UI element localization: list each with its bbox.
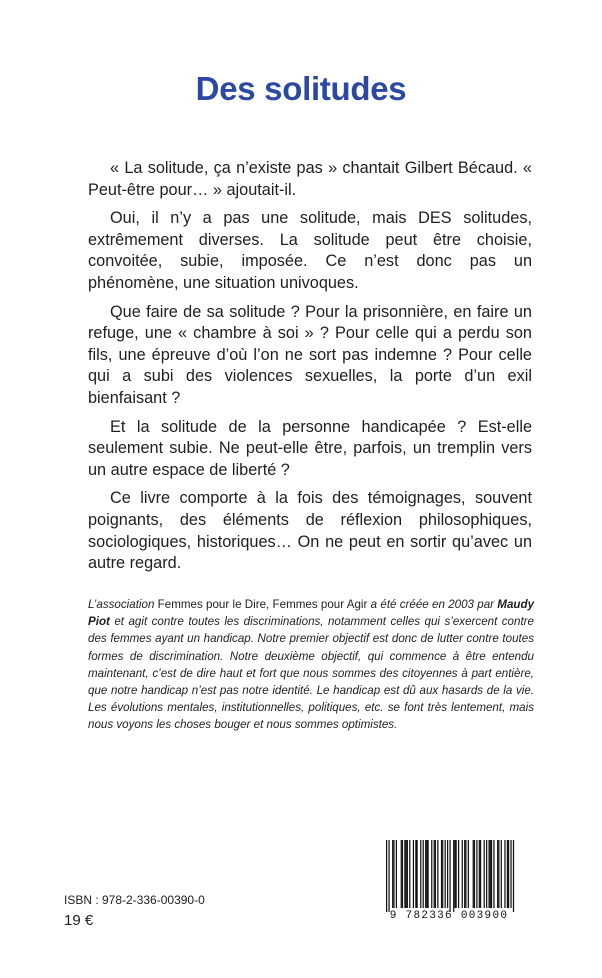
barcode-bar xyxy=(427,840,428,908)
barcode-bar xyxy=(501,840,502,908)
barcode-bar xyxy=(425,840,426,908)
barcode-bar xyxy=(454,840,455,908)
blurb-paragraph: Que faire de sa solitude ? Pour la prisonnière, en faire un refuge, une « chambre à soi » ? Pour celle qui a perdu son fils, une épreuve d’où l’on ne sort pas indemne ? Pour celle qui a subi des violences sexuelles, la porte d’un exil bienfaisant ? xyxy=(88,302,532,407)
barcode-bar xyxy=(402,840,403,908)
barcode-number: 9 782336 003900 xyxy=(389,910,509,922)
barcode-bar xyxy=(474,840,475,908)
barcode-bar xyxy=(435,840,436,908)
book-title: Des solitudes xyxy=(195,70,407,107)
barcode-bar xyxy=(508,840,509,908)
barcode-bar xyxy=(476,840,477,908)
barcode-bar xyxy=(431,840,432,908)
barcode-bar xyxy=(465,840,466,908)
barcode-bar xyxy=(407,840,408,908)
barcode-bar xyxy=(404,840,405,908)
barcode-bar xyxy=(488,840,489,908)
barcode-bar xyxy=(491,840,492,908)
barcode-bar xyxy=(417,840,418,908)
barcode-bar xyxy=(393,840,394,908)
back-cover-blurb xyxy=(88,158,532,575)
price-label: 19 € xyxy=(64,912,94,929)
barcode-bar xyxy=(493,840,494,908)
blurb-paragraph: « La solitude, ça n’existe pas » chantait Gilbert Bécaud. « Peut-être pour… » ajoutait-il. xyxy=(88,159,532,199)
barcode-bar xyxy=(441,840,442,908)
barcode-bar xyxy=(490,840,491,908)
barcode-bar xyxy=(480,840,481,908)
barcode-bar xyxy=(388,840,389,912)
association-note xyxy=(88,596,534,734)
barcode-bar xyxy=(504,840,505,908)
barcode-bar xyxy=(420,840,421,908)
isbn-label: ISBN : 978-2-336-00390-0 xyxy=(64,893,205,907)
barcode-bar xyxy=(401,840,402,908)
barcode-bar xyxy=(497,840,498,908)
barcode-bar xyxy=(447,840,448,908)
association-founder: Maudy Piot xyxy=(88,598,535,629)
barcode-bar xyxy=(456,840,457,908)
barcode-bar xyxy=(510,840,511,908)
barcode-bars xyxy=(376,838,522,912)
barcode-bar xyxy=(484,840,485,908)
barcode-bar xyxy=(498,840,499,908)
barcode-bar xyxy=(486,840,487,908)
barcode xyxy=(376,838,522,926)
association-description: et agit contre toutes les discriminations, notamment celles qui s’exercent contre des femmes ayant un handicap. Notre premier objectif est donc de lutter contre toutes formes de discrimination. Notre deuxième objectif, qui commence à être entendu maintenant, c’est de dire haut et fort que nous sommes des citoyennes à part entière, que notre handicap n’est pas notre identité. Le handicap est dû aux hasards de la vie. Les évolutions mentales, institutionnelles, politiques, etc. se font très lentement, mais nous voyons les choses bouger et nous sommes optimistes. xyxy=(88,615,534,732)
barcode-bar xyxy=(413,840,414,908)
barcode-bar xyxy=(442,840,443,908)
association-name: Femmes pour le Dire, Femmes pour Agir xyxy=(157,598,368,611)
barcode-bar xyxy=(513,840,514,912)
barcode-bar xyxy=(396,840,397,908)
barcode-bar xyxy=(409,840,410,908)
barcode-bar xyxy=(462,840,463,908)
barcode-bar xyxy=(468,840,469,908)
barcode-bar xyxy=(426,840,427,908)
barcode-bar xyxy=(386,840,387,912)
barcode-bar xyxy=(458,840,459,908)
barcode-bar xyxy=(507,840,508,908)
barcode-bar xyxy=(449,840,450,912)
barcode-bar xyxy=(437,840,438,908)
barcode-bar xyxy=(415,840,416,908)
barcode-bar xyxy=(479,840,480,908)
blurb-paragraph: Et la solitude de la personne handicapée ? Est-elle seulement subie. Ne peut-elle être, parfois, un tremplin vers un autre espace de liberté ? xyxy=(88,417,532,479)
association-created: a été créée en 2003 par xyxy=(367,598,498,611)
barcode-bar xyxy=(464,840,465,908)
barcode-bar xyxy=(392,840,393,908)
barcode-bar xyxy=(434,840,435,908)
barcode-bar xyxy=(473,840,474,908)
barcode-bar xyxy=(406,840,407,908)
blurb-paragraph: Ce livre comporte à la fois des témoignages, souvent poignants, des éléments de réflexion philosophiques, sociologiques, historiques… On ne peut en sortir qu’avec un autre regard. xyxy=(88,489,532,573)
association-lead: L’association xyxy=(88,598,158,611)
blurb-paragraph: Oui, il n’y a pas une solitude, mais DES solitudes, extrêmement diverses. La solitude peut être choisie, convoitée, subie, imposée. Ce n’est donc pas un phénomène, une situation univoques. xyxy=(88,209,532,292)
barcode-bar xyxy=(445,840,446,908)
barcode-bar xyxy=(423,840,424,908)
barcode-bar xyxy=(453,840,454,912)
